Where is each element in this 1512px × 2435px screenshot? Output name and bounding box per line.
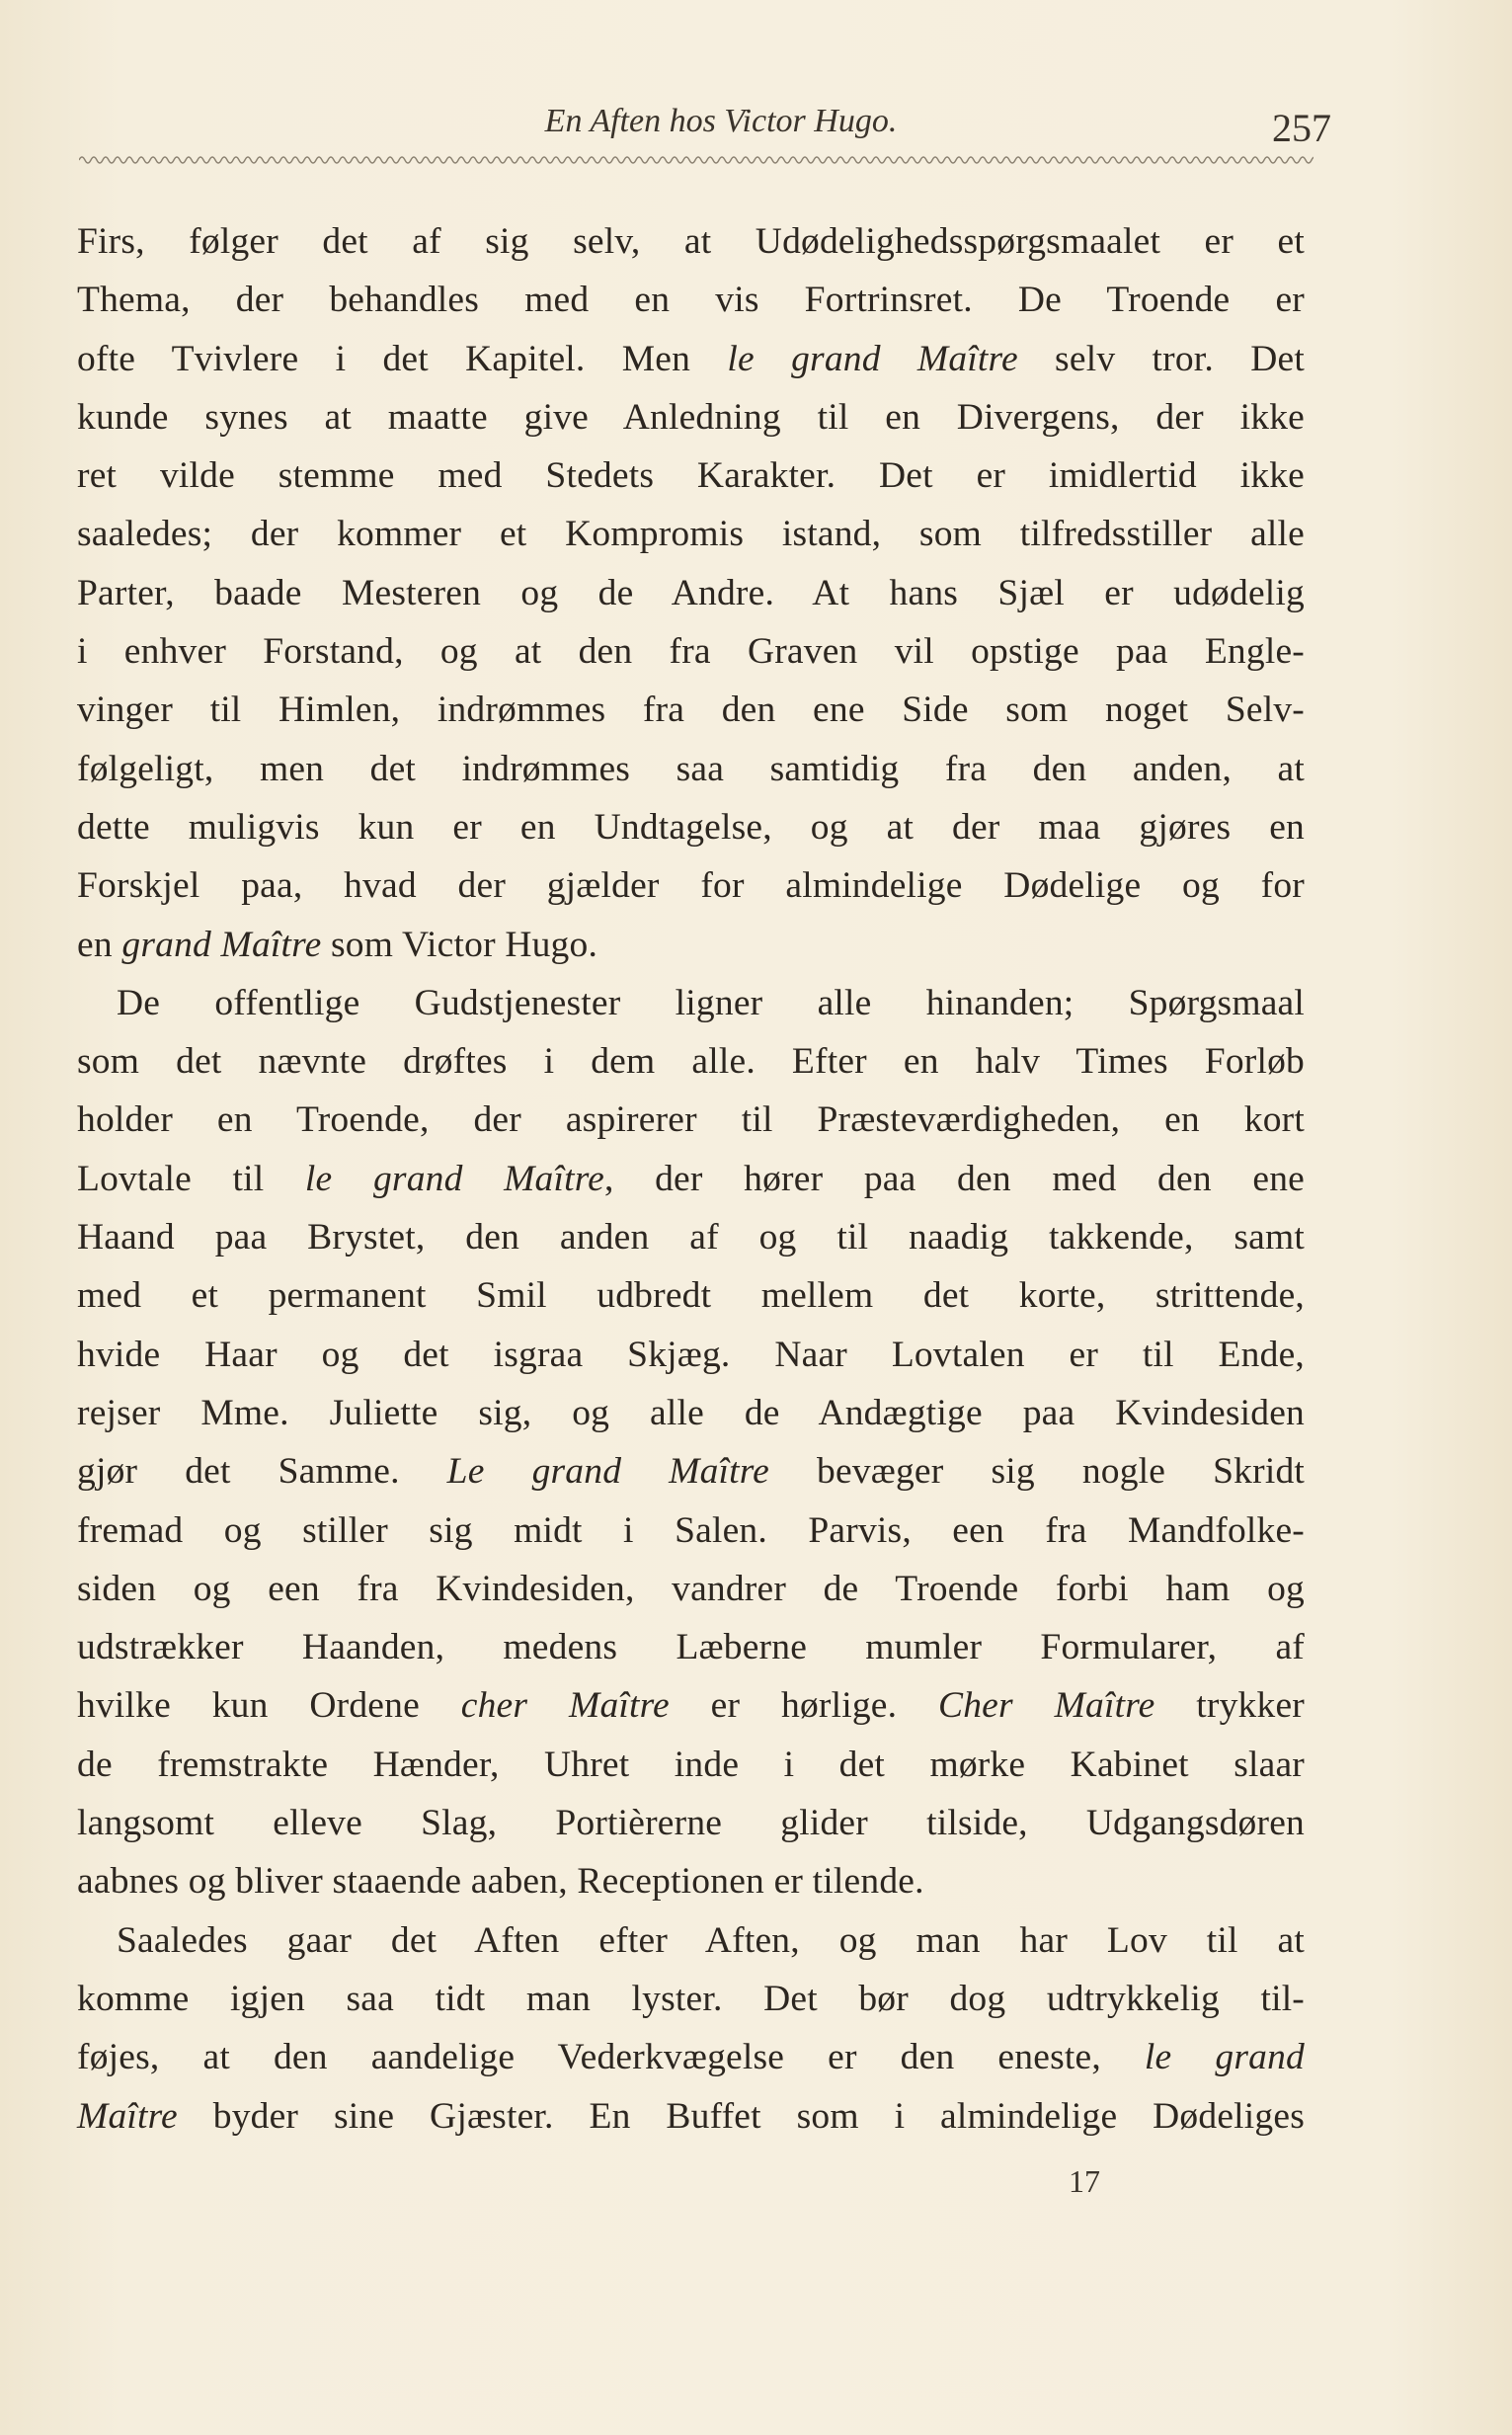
text-line <box>77 916 1305 974</box>
text-line <box>77 1676 1305 1735</box>
text-span: de fremstrakte Hænder, Uhret inde i det mørke Kabinet slaar <box>77 1744 1305 1785</box>
italic-phrase: Cher Maître <box>938 1685 1155 1727</box>
text-span: bevæger sig nogle Skridt <box>769 1451 1306 1493</box>
text-span: ret vilde stemme med Stedets Karakter. Det er imidlertid ikke <box>77 455 1305 497</box>
text-span: en <box>77 924 122 965</box>
text-span: aabnes og bliver staaende aaben, Receptionen er tilende. <box>77 1861 924 1903</box>
text-span: holder en Troende, der aspirerer til Præsteværdigheden, en kort <box>77 1099 1305 1141</box>
text-span: er hørlige. <box>669 1685 939 1727</box>
text-line <box>77 388 1305 446</box>
italic-phrase: Le grand Maître <box>446 1451 770 1493</box>
text-line <box>77 1091 1305 1149</box>
text-span: Thema, der behandles med en vis Fortrinsret. De Troende er <box>77 280 1305 321</box>
text-line <box>77 212 1305 271</box>
printer-signature: 17 <box>1069 2163 1100 2199</box>
text-span: selv tror. Det <box>1017 338 1305 379</box>
text-line <box>77 446 1305 505</box>
running-title: En Aften hos Victor Hugo. <box>544 103 898 139</box>
text-span: følgeligt, men det indrømmes saa samtidig fra den anden, at <box>77 748 1305 789</box>
text-span: dette muligvis kun er en Undtagelse, og at der maa gjøres en <box>77 806 1305 848</box>
text-span: fremad og stiller sig midt i Salen. Parvis, een fra Mandfolke- <box>77 1509 1305 1551</box>
text-span: vinger til Himlen, indrømmes fra den ene Side som noget Selv- <box>77 690 1305 731</box>
text-span: gjør det Samme. <box>77 1451 447 1493</box>
text-line <box>77 856 1305 915</box>
italic-phrase: cher Maître <box>460 1685 670 1727</box>
text-line <box>77 1970 1305 2028</box>
text-line <box>77 622 1305 681</box>
text-line <box>77 1326 1305 1384</box>
text-span: trykker <box>1154 1685 1305 1727</box>
text-span: Haand paa Brystet, den anden af og til naadig takkende, samt <box>77 1217 1305 1258</box>
italic-phrase: le grand <box>1144 2037 1305 2078</box>
text-line <box>77 1266 1305 1325</box>
text-line <box>77 1794 1305 1852</box>
text-line <box>77 1502 1305 1560</box>
text-span: komme igjen saa tidt man lyster. Det bør dog udtrykkelig til- <box>77 1978 1305 2019</box>
text-span: i enhver Forstand, og at den fra Graven vil opstige paa Engle- <box>77 631 1305 673</box>
text-line <box>77 1736 1305 1794</box>
text-line <box>77 564 1305 622</box>
text-line <box>77 681 1305 739</box>
text-span: hvilke kun Ordene <box>77 1685 461 1727</box>
page-header <box>79 99 1331 168</box>
text-span: Firs, følger det af sig selv, at Udødelighedsspørgsmaalet er et <box>77 221 1305 262</box>
text-line <box>77 1442 1305 1501</box>
text-span: siden og een fra Kvindesiden, vandrer de Troende forbi ham og <box>77 1568 1305 1609</box>
text-span: føjes, at den aandelige Vederkvægelse er den eneste, <box>77 2037 1145 2078</box>
text-line <box>77 1032 1305 1091</box>
text-line <box>77 1618 1305 1676</box>
body-text <box>77 212 1305 2146</box>
text-line <box>77 1150 1305 1208</box>
text-span: De offentlige Gudstjenester ligner alle hinanden; Spørgsmaal <box>117 982 1305 1023</box>
text-span: med et permanent Smil udbredt mellem det korte, strittende, <box>77 1275 1305 1317</box>
text-line <box>77 330 1305 388</box>
text-line <box>77 1384 1305 1442</box>
text-line <box>77 2087 1305 2146</box>
text-line <box>77 974 1305 1032</box>
text-line <box>77 271 1305 329</box>
text-line <box>77 1560 1305 1618</box>
text-span: , der hører paa den med den ene <box>603 1158 1305 1199</box>
wavy-rule-ornament <box>79 150 1313 170</box>
italic-phrase: Maître <box>77 2095 178 2137</box>
text-span: Parter, baade Mesteren og de Andre. At hans Sjæl er udødelig <box>77 572 1305 613</box>
text-line <box>77 1852 1305 1910</box>
text-span: kunde synes at maatte give Anledning til en Divergens, der ikke <box>77 396 1305 438</box>
text-span: ofte Tvivlere i det Kapitel. Men <box>77 338 728 379</box>
text-span: Forskjel paa, hvad der gjælder for almindelige Dødelige og for <box>77 865 1305 907</box>
text-span: som det nævnte drøftes i dem alle. Efter en halv Times Forløb <box>77 1041 1305 1083</box>
text-line <box>77 798 1305 856</box>
page-number: 257 <box>1272 106 1331 150</box>
text-span: som Victor Hugo. <box>321 924 598 965</box>
text-span: hvide Haar og det isgraa Skjæg. Naar Lovtalen er til Ende, <box>77 1334 1305 1375</box>
text-line <box>77 1911 1305 1970</box>
text-line <box>77 2028 1305 2086</box>
text-span: Saaledes gaar det Aften efter Aften, og man har Lov til at <box>117 1919 1305 1961</box>
text-span: udstrækker Haanden, medens Læberne mumler Formularer, af <box>77 1627 1305 1668</box>
italic-phrase: le grand Maître <box>727 338 1018 379</box>
text-span: Lovtale til <box>77 1158 305 1199</box>
text-span: langsomt elleve Slag, Portièrerne glider tilside, Udgangsdøren <box>77 1803 1305 1844</box>
text-span: byder sine Gjæster. En Buffet som i almindelige Dødeliges <box>177 2095 1305 2137</box>
text-line <box>77 740 1305 798</box>
italic-phrase: le grand Maître <box>304 1158 604 1199</box>
text-line <box>77 505 1305 563</box>
italic-phrase: grand Maître <box>121 924 322 965</box>
text-span: saaledes; der kommer et Kompromis istand, som tilfredsstiller alle <box>77 514 1305 555</box>
text-line <box>77 1208 1305 1266</box>
text-span: rejser Mme. Juliette sig, og alle de Andægtige paa Kvindesiden <box>77 1392 1305 1433</box>
